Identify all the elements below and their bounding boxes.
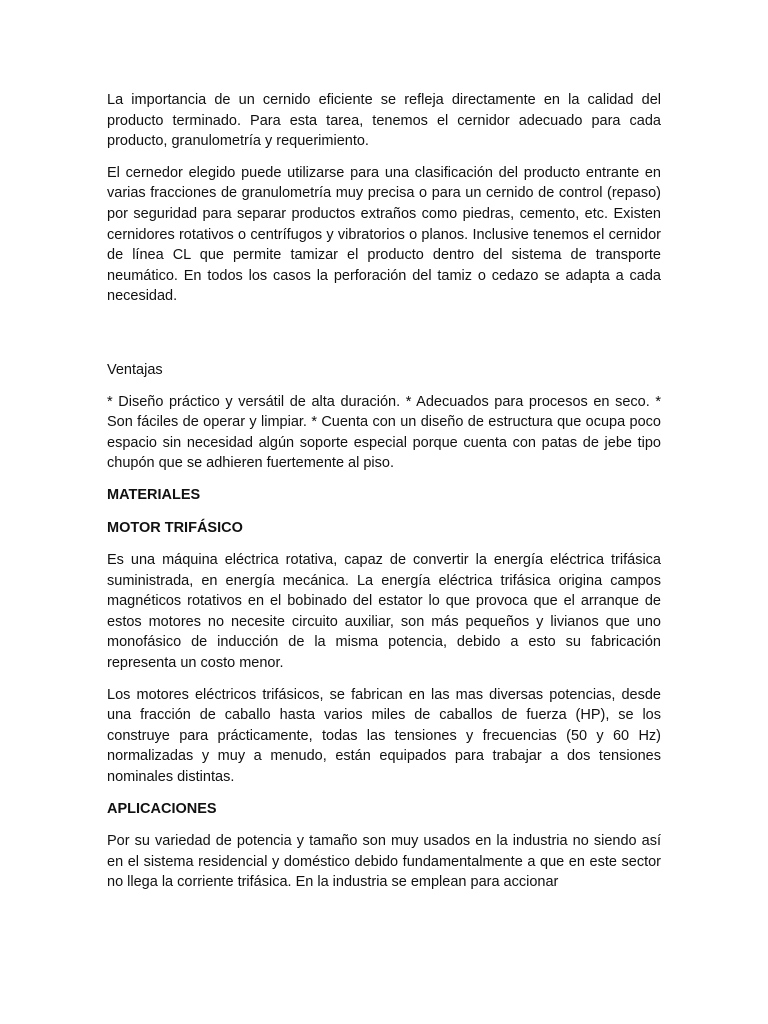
paragraph-motor-potencias: Los motores eléctricos trifásicos, se fabrican en las mas diversas potencias, desde una fracción de caballo hasta varios miles de caballos de fuerza (HP), se los construye para prácticamente, todas las tensiones y frecuencias (50 y 60 Hz) normalizadas y muy a menudo, están equipados para trabajar a dos tensiones nominales distintas. [107,686,661,786]
heading-motor-trifasico: MOTOR TRIFÁSICO [107,519,243,536]
ventajas-list: * Diseño práctico y versátil de alta duración. * Adecuados para procesos en seco. * Son fáciles de operar y limpiar. * Cuenta con un diseño de estructura que ocupa poco espacio sin necesidad algún soporte especial porque cuenta con patas de jebe tipo chupón que se adhieren fuertemente al piso. [107,393,661,472]
paragraph-cernedor: El cernedor elegido puede utilizarse para una clasificación del producto entrante en varias fracciones de granulometría muy precisa o para un cernido de control (repaso) por seguridad para separar productos extraños como piedras, cemento, etc. Existen cernidores rotativos o centrífugos y vibratorios o planos. Inclusive tenemos el cernidor de línea CL que permite tamizar el producto dentro del sistema de transporte neumático. En todos los casos la perforación del tamiz o cedazo se adapta a cada necesidad. [107,164,661,305]
paragraph-intro: La importancia de un cernido eficiente se refleja directamente en la calidad del producto terminado. Para esta tarea, tenemos el cernidor adecuado para cada producto, granulometría y requerimiento. [107,92,661,150]
ventajas-label: Ventajas [107,361,163,378]
document-page [107,90,661,904]
heading-materiales: MATERIALES [107,486,201,503]
heading-aplicaciones: APLICACIONES [107,800,217,817]
blank-space [107,318,661,360]
paragraph-motor-definition: Es una máquina eléctrica rotativa, capaz de convertir la energía eléctrica trifásica suministrada, en energía mecánica. La energía eléctrica trifásica origina campos magnéticos rotativos en el bobinado del estator lo que provoca que el arranque de estos motores no necesite circuito auxiliar, son más pequeños y livianos que uno monofásico de inducción de la misma potencia, debido a esto su fabricación representa un costo menor. [107,552,661,672]
paragraph-aplicaciones: Por su variedad de potencia y tamaño son muy usados en la industria no siendo así en el sistema residencial y doméstico debido fundamentalmente a que en este sector no llega la corriente trifásica. En la industria se emplean para accionar [107,833,661,891]
